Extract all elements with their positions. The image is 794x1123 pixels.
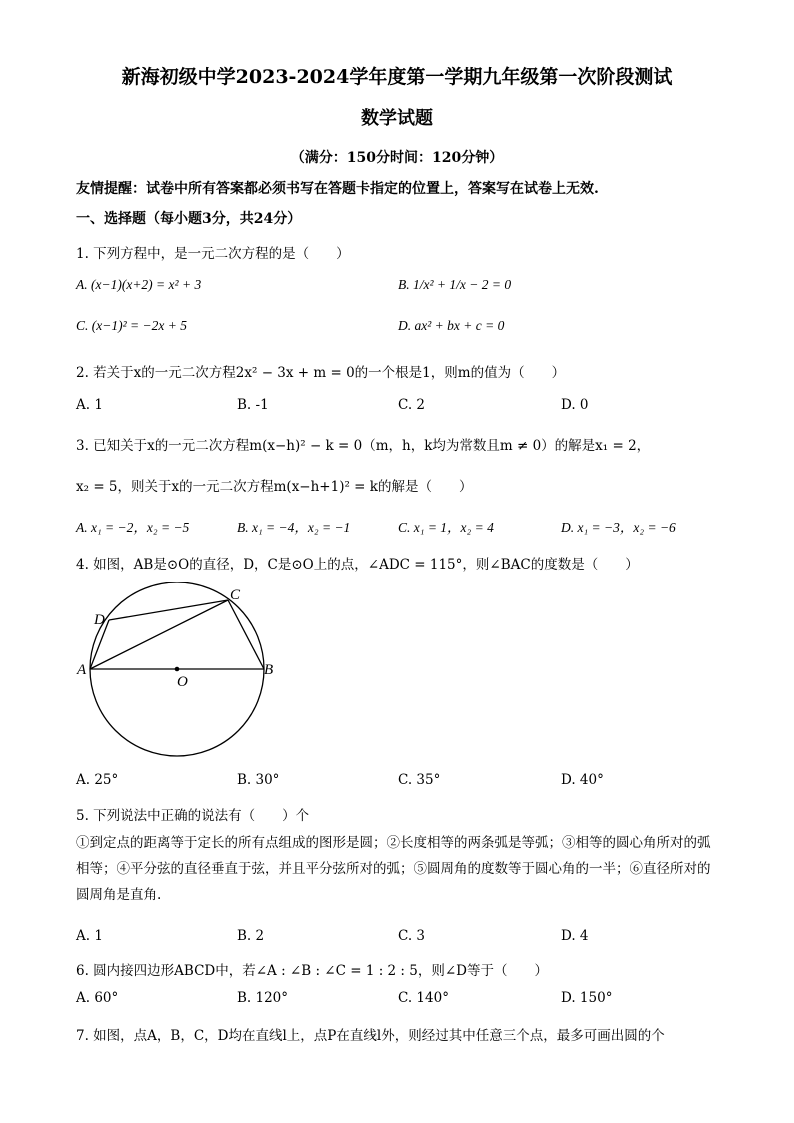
question-3-stem-line1: 3. 已知关于x的一元二次方程m(x−h)² − k = 0（m，h，k均为常数且m ≠ 0）的解是x₁ = 2， bbox=[76, 438, 651, 454]
exam-title: 新海初级中学2023-2024学年度第一学期九年级第一次阶段测试 bbox=[121, 66, 673, 88]
question-3-stem-line2: x₂ = 5，则关于x的一元二次方程m(x−h+1)² = k的解是（ ） bbox=[76, 479, 473, 495]
question-2-option-b: B. -1 bbox=[237, 397, 269, 413]
center-point bbox=[175, 667, 180, 672]
question-3-option-c: C. x₁ = 1，x₂ = 4 bbox=[398, 520, 494, 535]
question-3-option-b: B. x₁ = −4，x₂ = −1 bbox=[237, 520, 351, 535]
question-2-option-d: D. 0 bbox=[561, 397, 589, 413]
score-info: （满分：150分时间：120分钟） bbox=[290, 150, 504, 166]
question-4-option-d: D. 40° bbox=[561, 772, 604, 788]
label-c: C bbox=[230, 587, 241, 603]
question-7-stem: 7. 如图，点A，B，C，D均在直线l上，点P在直线l外，则经过其中任意三个点，最多可画出圆的个 bbox=[76, 1028, 665, 1044]
question-1-stem: 1. 下列方程中，是一元二次方程的是（ ） bbox=[76, 246, 350, 262]
question-4-option-b: B. 30° bbox=[237, 772, 280, 788]
question-5-option-a: A. 1 bbox=[76, 928, 103, 944]
label-a: A bbox=[77, 662, 87, 678]
question-5-stem: 5. 下列说法中正确的说法有（ ）个 bbox=[76, 808, 310, 824]
chord-dc bbox=[109, 600, 228, 620]
label-b: B bbox=[264, 662, 274, 678]
chord-ac bbox=[90, 600, 228, 669]
chord-cb bbox=[228, 600, 264, 669]
question-6-option-b: B. 120° bbox=[237, 990, 289, 1006]
section-heading: 一、选择题（每小题3分，共24分） bbox=[76, 211, 302, 227]
question-4-stem: 4. 如图，AB是⊙O的直径，D，C是⊙O上的点，∠ADC = 115°，则∠BAC的度数是（ ） bbox=[76, 557, 639, 573]
question-5-option-b: B. 2 bbox=[237, 928, 265, 944]
question-1-option-b: B. 1/x² + 1/x − 2 = 0 bbox=[398, 277, 512, 292]
question-5-option-d: D. 4 bbox=[561, 928, 589, 944]
question-5-option-c: C. 3 bbox=[398, 928, 426, 944]
question-6-option-d: D. 150° bbox=[561, 990, 613, 1006]
question-3-option-a: A. x₁ = −2，x₂ = −5 bbox=[76, 520, 190, 535]
question-2-option-c: C. 2 bbox=[398, 397, 426, 413]
label-o: O bbox=[177, 674, 188, 690]
question-4-option-c: C. 35° bbox=[398, 772, 441, 788]
question-2-stem: 2. 若关于x的一元二次方程2x² − 3x + m = 0的一个根是1，则m的值为（ ） bbox=[76, 365, 566, 381]
reminder-text: 友情提醒：试卷中所有答案都必须书写在答题卡指定的位置上，答案写在试卷上无效. bbox=[76, 181, 599, 197]
subject-title: 数学试题 bbox=[361, 108, 433, 129]
question-1-option-a: A. (x−1)(x+2) = x² + 3 bbox=[76, 277, 202, 292]
question-3-option-d: D. x₁ = −3，x₂ = −6 bbox=[561, 520, 676, 535]
question-6-option-c: C. 140° bbox=[398, 990, 449, 1006]
question-6-option-a: A. 60° bbox=[76, 990, 119, 1006]
question-4-option-a: A. 25° bbox=[76, 772, 119, 788]
question-6-stem: 6. 圆内接四边形ABCD中，若∠A : ∠B : ∠C = 1 : 2 : 5，则∠D等于（ ） bbox=[76, 963, 548, 979]
question-2-option-a: A. 1 bbox=[76, 397, 103, 413]
question-5-body: ①到定点的距离等于定长的所有点组成的图形是圆；②长度相等的两条弧是等弧；③相等的圆心角所对的弧相等；④平分弦的直径垂直于弦，并且平分弦所对的弧；⑤圆周角的度数等于圆心角的一半；⑥直径所对的圆周角是直角. bbox=[76, 835, 711, 903]
question-1-option-d: D. ax² + bx + c = 0 bbox=[398, 318, 505, 333]
label-d: D bbox=[94, 612, 105, 628]
question-1-option-c: C. (x−1)² = −2x + 5 bbox=[76, 318, 187, 333]
circle-figure bbox=[72, 582, 292, 762]
